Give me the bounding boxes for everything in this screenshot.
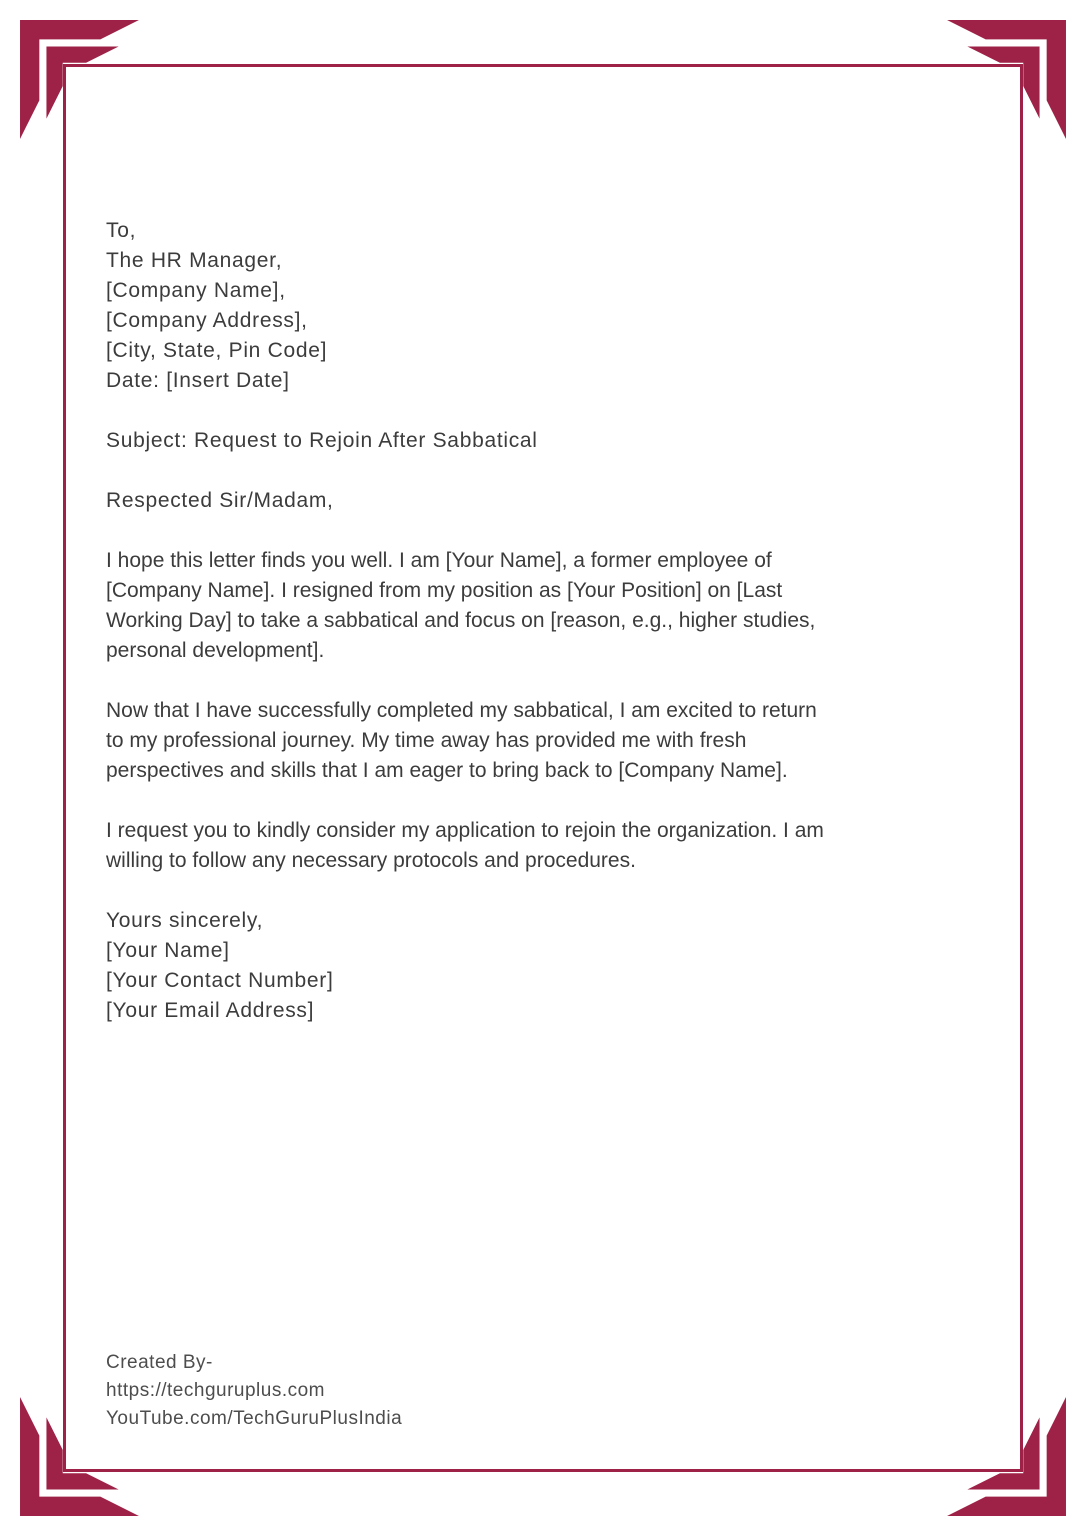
recipient-address-block bbox=[106, 216, 996, 396]
text-line: personal development]. bbox=[106, 639, 325, 662]
text-line: YouTube.com/TechGuruPlusIndia bbox=[106, 1408, 403, 1429]
paragraph-3 bbox=[106, 816, 996, 876]
text-line: Date: [Insert Date] bbox=[106, 369, 290, 392]
text-line: Now that I have successfully completed my sabbatical, I am excited to return bbox=[106, 699, 817, 722]
signature-block bbox=[106, 906, 996, 1026]
paragraph-2 bbox=[106, 696, 996, 786]
text-line: https://techguruplus.com bbox=[106, 1380, 325, 1401]
text-line: Yours sincerely, bbox=[106, 909, 264, 932]
text-line: [Company Address], bbox=[106, 309, 308, 332]
text-line: [City, State, Pin Code] bbox=[106, 339, 328, 362]
subject-line: Subject: Request to Rejoin After Sabbatical bbox=[106, 429, 538, 452]
text-line: To, bbox=[106, 219, 137, 242]
credit-footer bbox=[106, 1349, 402, 1433]
corner-chevron-ornament-bottom-right bbox=[945, 1395, 1067, 1517]
text-line: Created By- bbox=[106, 1352, 213, 1373]
text-line: [Company Name], bbox=[106, 279, 286, 302]
text-line: I hope this letter finds you well. I am [Your Name], a former employee of bbox=[106, 549, 772, 572]
corner-chevron-ornament-top-right bbox=[945, 19, 1067, 141]
text-line: [Company Name]. I resigned from my position as [Your Position] on [Last bbox=[106, 579, 783, 602]
text-line: The HR Manager, bbox=[106, 249, 283, 272]
text-line: to my professional journey. My time away has provided me with fresh bbox=[106, 729, 747, 752]
paragraph-1 bbox=[106, 546, 996, 666]
text-line: Working Day] to take a sabbatical and focus on [reason, e.g., higher studies, bbox=[106, 609, 816, 632]
text-line: [Your Name] bbox=[106, 939, 230, 962]
text-line: willing to follow any necessary protocols and procedures. bbox=[106, 849, 636, 872]
letter-body bbox=[106, 216, 996, 1026]
corner-chevron-ornament-top-left bbox=[19, 19, 141, 141]
text-line: [Your Email Address] bbox=[106, 999, 315, 1022]
text-line: perspectives and skills that I am eager to bring back to [Company Name]. bbox=[106, 759, 788, 782]
text-line: I request you to kindly consider my application to rejoin the organization. I am bbox=[106, 819, 824, 842]
text-line: [Your Contact Number] bbox=[106, 969, 334, 992]
salutation: Respected Sir/Madam, bbox=[106, 489, 334, 512]
